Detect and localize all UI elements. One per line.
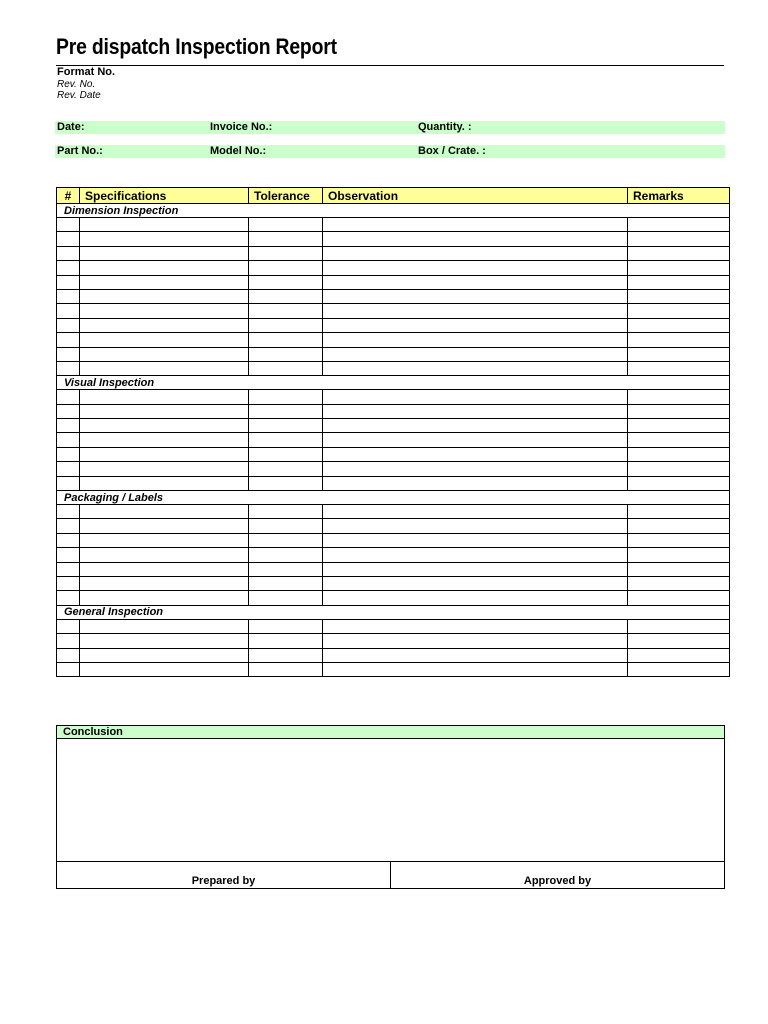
tolerance-cell[interactable] xyxy=(249,476,323,490)
title-underline xyxy=(56,65,724,66)
specification-cell[interactable] xyxy=(80,390,249,404)
remarks-cell[interactable] xyxy=(628,347,730,361)
number-cell[interactable] xyxy=(57,419,80,433)
tolerance-cell[interactable] xyxy=(249,275,323,289)
tolerance-cell[interactable] xyxy=(249,261,323,275)
remarks-cell[interactable] xyxy=(628,648,730,662)
specification-cell[interactable] xyxy=(80,562,249,576)
table-row xyxy=(57,289,730,303)
tolerance-cell[interactable] xyxy=(249,591,323,605)
observation-cell[interactable] xyxy=(323,419,628,433)
tolerance-cell[interactable] xyxy=(249,447,323,461)
tolerance-cell[interactable] xyxy=(249,218,323,232)
info-row-1 xyxy=(55,121,725,134)
box-crate-label: Box / Crate. : xyxy=(418,145,486,157)
observation-cell[interactable] xyxy=(323,533,628,547)
specification-cell[interactable] xyxy=(80,533,249,547)
table-header-row xyxy=(57,188,730,204)
specification-cell[interactable] xyxy=(80,246,249,260)
number-cell[interactable] xyxy=(57,576,80,590)
prepared-by-label: Prepared by xyxy=(191,875,256,887)
tolerance-cell[interactable] xyxy=(249,562,323,576)
observation-cell[interactable] xyxy=(323,576,628,590)
tolerance-cell[interactable] xyxy=(249,361,323,375)
format-no-label: Format No. xyxy=(57,66,116,78)
table-row xyxy=(57,591,730,605)
inspection-table xyxy=(56,187,730,677)
specification-cell[interactable] xyxy=(80,548,249,562)
remarks-cell[interactable] xyxy=(628,476,730,490)
specification-cell[interactable] xyxy=(80,289,249,303)
table-row xyxy=(57,548,730,562)
table-row xyxy=(57,232,730,246)
remarks-cell[interactable] xyxy=(628,433,730,447)
number-cell[interactable] xyxy=(57,519,80,533)
table-row xyxy=(57,476,730,490)
observation-cell[interactable] xyxy=(323,548,628,562)
approved-by-label: Approved by xyxy=(523,875,592,887)
specification-cell[interactable] xyxy=(80,261,249,275)
column-header-remarks: Remarks xyxy=(628,188,730,204)
tolerance-cell[interactable] xyxy=(249,548,323,562)
observation-cell[interactable] xyxy=(323,591,628,605)
tolerance-cell[interactable] xyxy=(249,289,323,303)
observation-cell[interactable] xyxy=(323,476,628,490)
table-row xyxy=(57,419,730,433)
remarks-cell[interactable] xyxy=(628,361,730,375)
remarks-cell[interactable] xyxy=(628,218,730,232)
observation-cell[interactable] xyxy=(323,246,628,260)
observation-cell[interactable] xyxy=(323,333,628,347)
table-row xyxy=(57,218,730,232)
tolerance-cell[interactable] xyxy=(249,347,323,361)
number-cell[interactable] xyxy=(57,505,80,519)
table-row xyxy=(57,576,730,590)
tolerance-cell[interactable] xyxy=(249,433,323,447)
prepared-by-box[interactable] xyxy=(56,861,391,889)
conclusion-header: Conclusion xyxy=(56,725,725,739)
observation-cell[interactable] xyxy=(323,619,628,633)
tolerance-cell[interactable] xyxy=(249,333,323,347)
remarks-cell[interactable] xyxy=(628,404,730,418)
remarks-cell[interactable] xyxy=(628,619,730,633)
observation-cell[interactable] xyxy=(323,462,628,476)
specification-cell[interactable] xyxy=(80,519,249,533)
tolerance-cell[interactable] xyxy=(249,246,323,260)
specification-cell[interactable] xyxy=(80,634,249,648)
observation-cell[interactable] xyxy=(323,447,628,461)
specification-cell[interactable] xyxy=(80,433,249,447)
table-row xyxy=(57,318,730,332)
info-row-2 xyxy=(55,145,725,158)
specification-cell[interactable] xyxy=(80,447,249,461)
remarks-cell[interactable] xyxy=(628,462,730,476)
observation-cell[interactable] xyxy=(323,519,628,533)
table-row xyxy=(57,390,730,404)
remarks-cell[interactable] xyxy=(628,548,730,562)
table-row xyxy=(57,648,730,662)
tolerance-cell[interactable] xyxy=(249,318,323,332)
specification-cell[interactable] xyxy=(80,576,249,590)
number-cell[interactable] xyxy=(57,662,80,676)
section-row xyxy=(57,376,730,390)
observation-cell[interactable] xyxy=(323,662,628,676)
model-no-label: Model No.: xyxy=(210,145,267,157)
number-cell[interactable] xyxy=(57,533,80,547)
inspection-table-body xyxy=(57,204,730,677)
number-cell[interactable] xyxy=(57,390,80,404)
number-cell[interactable] xyxy=(57,476,80,490)
observation-cell[interactable] xyxy=(323,304,628,318)
tolerance-cell[interactable] xyxy=(249,576,323,590)
column-header-tolerance: Tolerance xyxy=(249,188,323,204)
specification-cell[interactable] xyxy=(80,218,249,232)
number-cell[interactable] xyxy=(57,548,80,562)
tolerance-cell[interactable] xyxy=(249,519,323,533)
quantity-label: Quantity. : xyxy=(418,121,472,133)
observation-cell[interactable] xyxy=(323,218,628,232)
observation-cell[interactable] xyxy=(323,261,628,275)
rev-date-label: Rev. Date xyxy=(57,90,101,101)
specification-cell[interactable] xyxy=(80,361,249,375)
remarks-cell[interactable] xyxy=(628,289,730,303)
tolerance-cell[interactable] xyxy=(249,648,323,662)
tolerance-cell[interactable] xyxy=(249,390,323,404)
number-cell[interactable] xyxy=(57,404,80,418)
remarks-cell[interactable] xyxy=(628,634,730,648)
remarks-cell[interactable] xyxy=(628,232,730,246)
table-row xyxy=(57,261,730,275)
specification-cell[interactable] xyxy=(80,505,249,519)
conclusion-body[interactable] xyxy=(56,738,725,862)
observation-cell[interactable] xyxy=(323,361,628,375)
table-row xyxy=(57,304,730,318)
section-row xyxy=(57,491,730,505)
section-title: General Inspection xyxy=(57,605,730,619)
number-cell[interactable] xyxy=(57,347,80,361)
number-cell[interactable] xyxy=(57,232,80,246)
specification-cell[interactable] xyxy=(80,476,249,490)
number-cell[interactable] xyxy=(57,361,80,375)
table-row xyxy=(57,361,730,375)
tolerance-cell[interactable] xyxy=(249,662,323,676)
tolerance-cell[interactable] xyxy=(249,505,323,519)
number-cell[interactable] xyxy=(57,634,80,648)
specification-cell[interactable] xyxy=(80,333,249,347)
specification-cell[interactable] xyxy=(80,648,249,662)
table-row xyxy=(57,562,730,576)
tolerance-cell[interactable] xyxy=(249,619,323,633)
observation-cell[interactable] xyxy=(323,347,628,361)
number-cell[interactable] xyxy=(57,304,80,318)
remarks-cell[interactable] xyxy=(628,533,730,547)
table-row xyxy=(57,404,730,418)
date-label: Date: xyxy=(57,121,85,133)
table-row xyxy=(57,519,730,533)
rev-no-label: Rev. No. xyxy=(57,79,96,90)
remarks-cell[interactable] xyxy=(628,419,730,433)
table-row xyxy=(57,433,730,447)
observation-cell[interactable] xyxy=(323,289,628,303)
observation-cell[interactable] xyxy=(323,404,628,418)
tolerance-cell[interactable] xyxy=(249,304,323,318)
table-row xyxy=(57,347,730,361)
number-cell[interactable] xyxy=(57,218,80,232)
observation-cell[interactable] xyxy=(323,390,628,404)
remarks-cell[interactable] xyxy=(628,390,730,404)
number-cell[interactable] xyxy=(57,289,80,303)
remarks-cell[interactable] xyxy=(628,447,730,461)
section-title: Visual Inspection xyxy=(57,376,730,390)
number-cell[interactable] xyxy=(57,433,80,447)
number-cell[interactable] xyxy=(57,333,80,347)
number-cell[interactable] xyxy=(57,318,80,332)
table-row xyxy=(57,447,730,461)
specification-cell[interactable] xyxy=(80,304,249,318)
specification-cell[interactable] xyxy=(80,275,249,289)
column-header-specifications: Specifications xyxy=(80,188,249,204)
remarks-cell[interactable] xyxy=(628,505,730,519)
specification-cell[interactable] xyxy=(80,347,249,361)
observation-cell[interactable] xyxy=(323,318,628,332)
tolerance-cell[interactable] xyxy=(249,462,323,476)
section-row xyxy=(57,204,730,218)
tolerance-cell[interactable] xyxy=(249,404,323,418)
table-row xyxy=(57,505,730,519)
specification-cell[interactable] xyxy=(80,619,249,633)
specification-cell[interactable] xyxy=(80,318,249,332)
number-cell[interactable] xyxy=(57,619,80,633)
specification-cell[interactable] xyxy=(80,462,249,476)
number-cell[interactable] xyxy=(57,462,80,476)
table-row xyxy=(57,333,730,347)
number-cell[interactable] xyxy=(57,261,80,275)
approved-by-box[interactable] xyxy=(390,861,725,889)
remarks-cell[interactable] xyxy=(628,246,730,260)
observation-cell[interactable] xyxy=(323,634,628,648)
tolerance-cell[interactable] xyxy=(249,533,323,547)
specification-cell[interactable] xyxy=(80,404,249,418)
number-cell[interactable] xyxy=(57,648,80,662)
column-header-observation: Observation xyxy=(323,188,628,204)
specification-cell[interactable] xyxy=(80,591,249,605)
remarks-cell[interactable] xyxy=(628,519,730,533)
column-header-number: # xyxy=(57,188,80,204)
table-row xyxy=(57,462,730,476)
tolerance-cell[interactable] xyxy=(249,232,323,246)
specification-cell[interactable] xyxy=(80,662,249,676)
part-no-label: Part No.: xyxy=(57,145,103,157)
table-row xyxy=(57,662,730,676)
report-title: Pre dispatch Inspection Report xyxy=(56,34,337,59)
observation-cell[interactable] xyxy=(323,232,628,246)
specification-cell[interactable] xyxy=(80,419,249,433)
observation-cell[interactable] xyxy=(323,648,628,662)
remarks-cell[interactable] xyxy=(628,662,730,676)
remarks-cell[interactable] xyxy=(628,304,730,318)
remarks-cell[interactable] xyxy=(628,562,730,576)
number-cell[interactable] xyxy=(57,447,80,461)
section-row xyxy=(57,605,730,619)
remarks-cell[interactable] xyxy=(628,333,730,347)
section-title: Packaging / Labels xyxy=(57,491,730,505)
remarks-cell[interactable] xyxy=(628,261,730,275)
tolerance-cell[interactable] xyxy=(249,419,323,433)
remarks-cell[interactable] xyxy=(628,591,730,605)
invoice-no-label: Invoice No.: xyxy=(210,121,273,133)
table-row xyxy=(57,634,730,648)
section-title: Dimension Inspection xyxy=(57,204,730,218)
remarks-cell[interactable] xyxy=(628,318,730,332)
observation-cell[interactable] xyxy=(323,562,628,576)
remarks-cell[interactable] xyxy=(628,576,730,590)
number-cell[interactable] xyxy=(57,246,80,260)
observation-cell[interactable] xyxy=(323,505,628,519)
table-row xyxy=(57,619,730,633)
number-cell[interactable] xyxy=(57,275,80,289)
remarks-cell[interactable] xyxy=(628,275,730,289)
table-row xyxy=(57,246,730,260)
observation-cell[interactable] xyxy=(323,433,628,447)
table-row xyxy=(57,533,730,547)
specification-cell[interactable] xyxy=(80,232,249,246)
number-cell[interactable] xyxy=(57,562,80,576)
tolerance-cell[interactable] xyxy=(249,634,323,648)
observation-cell[interactable] xyxy=(323,275,628,289)
table-row xyxy=(57,275,730,289)
number-cell[interactable] xyxy=(57,591,80,605)
